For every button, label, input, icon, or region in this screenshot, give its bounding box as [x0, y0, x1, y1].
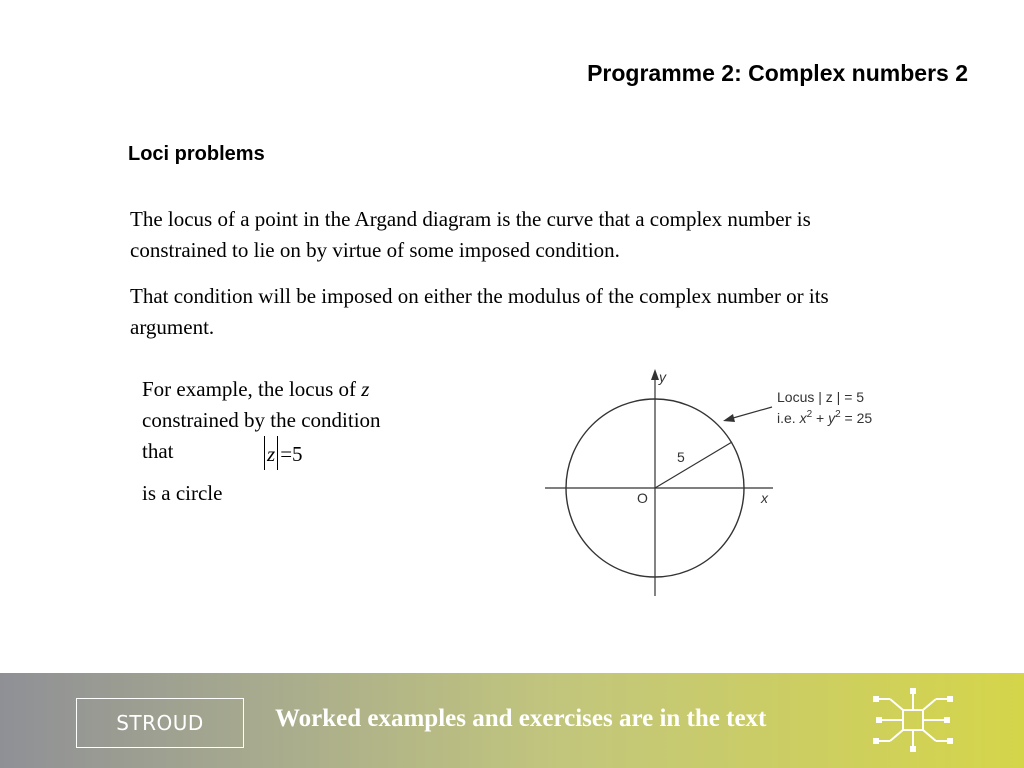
paragraph-locus-definition: The locus of a point in the Argand diagram is the curve that a complex number is constrained to lie on by virtue of some imposed condition. — [130, 207, 811, 262]
annotation-arrowhead — [723, 414, 735, 422]
annotation-locus: Locus | z | = 5 — [777, 389, 865, 405]
annotation-x: x — [799, 410, 807, 426]
example-variable-z: z — [361, 377, 370, 401]
annotation-x-exponent: 2 — [806, 409, 813, 420]
slide-title: Programme 2: Complex numbers 2 — [587, 60, 968, 86]
network-node-icon — [870, 685, 956, 755]
annotation-y: y — [828, 410, 836, 426]
annotation-plus: + — [812, 410, 829, 426]
paragraph-condition: That condition will be imposed on either the modulus of the complex number or its argument. — [130, 284, 829, 339]
example-line2: constrained by the condition — [142, 408, 381, 432]
example-line3: that — [142, 439, 174, 463]
footer-bar — [0, 673, 1024, 768]
modulus-bar-left — [264, 436, 265, 470]
modulus-bar-right — [277, 436, 278, 470]
annotation-y-exponent: 2 — [835, 409, 841, 420]
annotation-equation — [777, 409, 872, 426]
footer-message: Worked examples and exercises are in the text — [275, 705, 767, 732]
formula-variable: z — [267, 442, 276, 466]
formula-equals-five: =5 — [280, 442, 303, 466]
y-axis-arrow — [651, 369, 659, 380]
brand-logo: STROUD — [76, 698, 244, 748]
y-axis-label: y — [659, 369, 666, 385]
argand-diagram — [540, 360, 920, 605]
origin-label: O — [637, 490, 648, 506]
radius-label: 5 — [677, 449, 685, 465]
x-axis-label: x — [761, 490, 768, 506]
example-line1: For example, the locus of — [142, 377, 362, 401]
section-heading: Loci problems — [128, 143, 265, 165]
annotation-prefix: i.e. — [777, 410, 800, 426]
annotation-equals: = 25 — [840, 410, 873, 426]
modulus-formula — [262, 436, 303, 470]
radius-line — [655, 442, 732, 488]
example-conclusion: is a circle — [142, 481, 223, 505]
